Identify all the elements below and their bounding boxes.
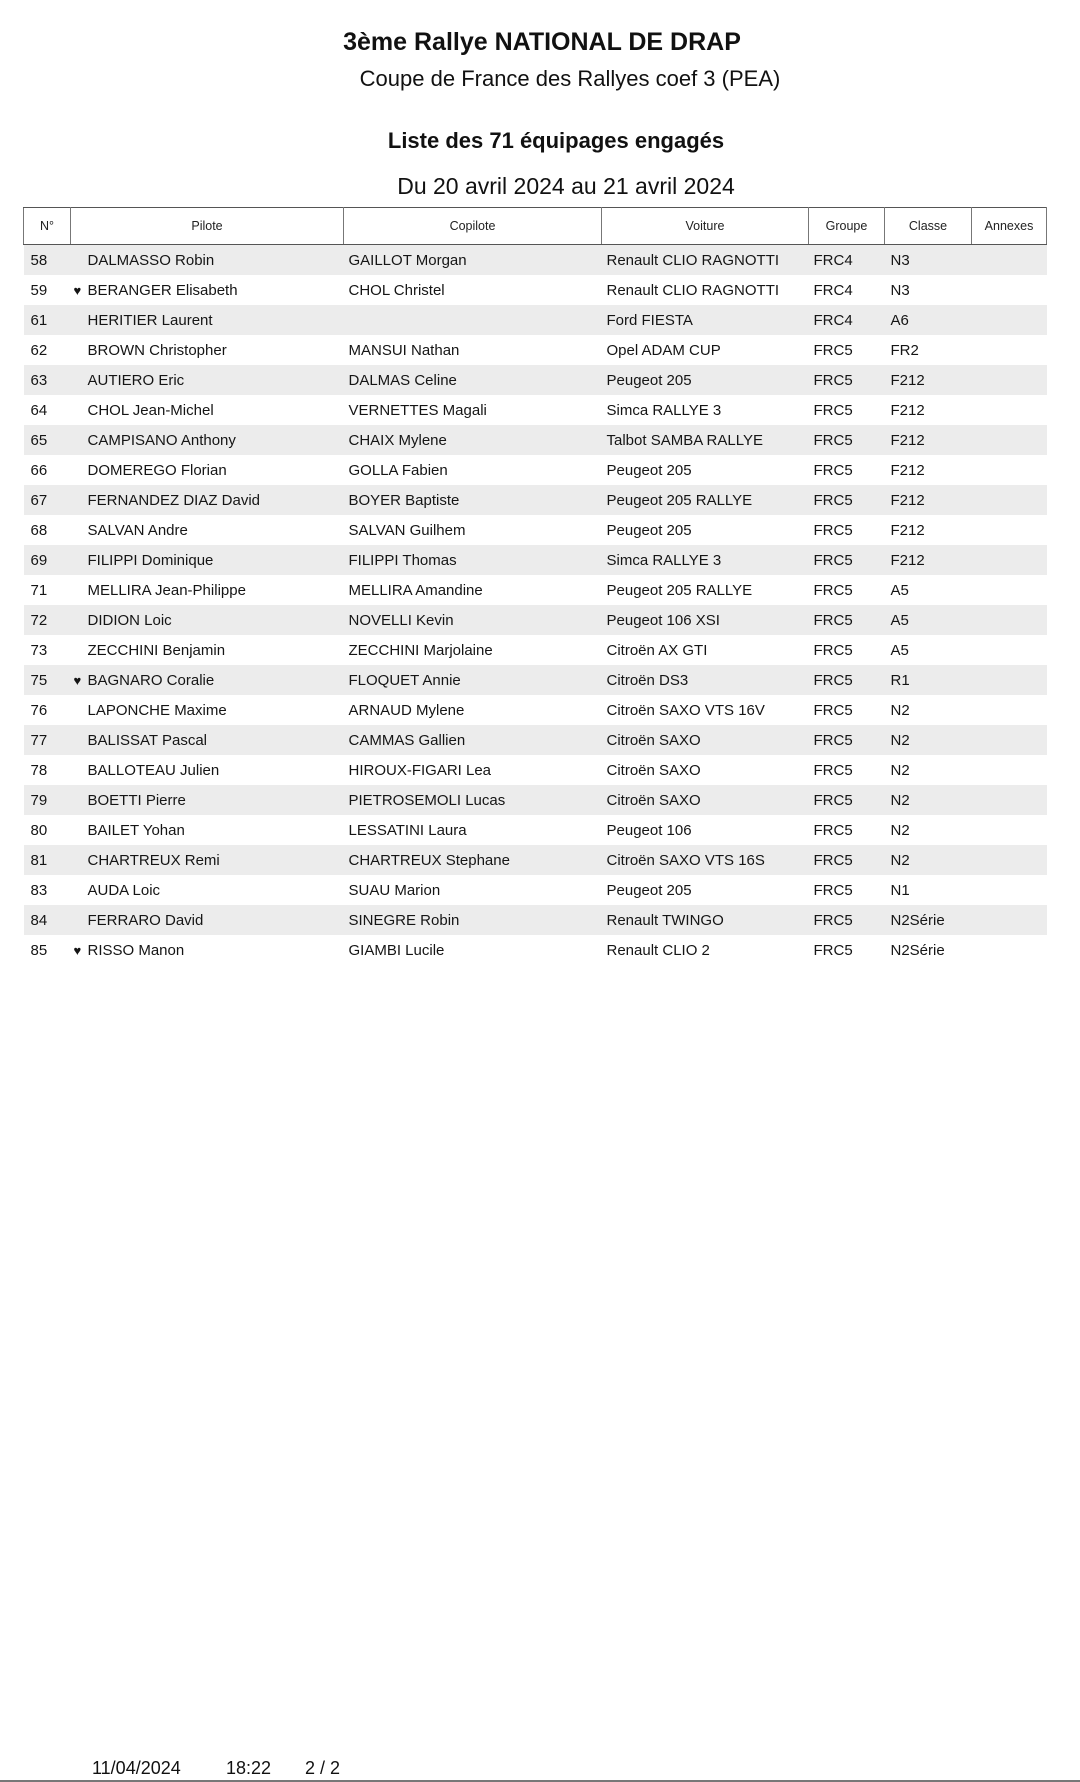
pilote-name: DIDION Loic [87, 611, 172, 629]
cell-classe: N2 [885, 815, 972, 845]
cell-pilote [71, 845, 344, 875]
col-header-annexes: Annexes [972, 208, 1047, 245]
cell-groupe: FRC5 [809, 575, 885, 605]
document-title: 3ème Rallye NATIONAL DE DRAP [343, 28, 741, 56]
cell-number: 85 [24, 935, 71, 965]
col-header-groupe: Groupe [809, 208, 885, 245]
cell-pilote [71, 695, 344, 725]
cell-classe: A5 [885, 575, 972, 605]
date-range: Du 20 avril 2024 au 21 avril 2024 [397, 173, 735, 199]
pilote-name: BALLOTEAU Julien [87, 761, 220, 779]
cell-voiture: Citroën SAXO [602, 755, 809, 785]
pilote-name: AUTIERO Eric [87, 371, 185, 389]
cell-number: 67 [24, 485, 71, 515]
cell-copilote: SINEGRE Robin [344, 905, 602, 935]
cell-voiture: Peugeot 205 RALLYE [602, 575, 809, 605]
cell-groupe: FRC5 [809, 875, 885, 905]
cell-classe: N3 [885, 245, 972, 276]
cell-copilote [344, 305, 602, 335]
cell-annexes [972, 635, 1047, 665]
cell-pilote [71, 785, 344, 815]
table-row [24, 935, 1047, 965]
cell-groupe: FRC5 [809, 455, 885, 485]
cell-pilote [71, 485, 344, 515]
table-row [24, 275, 1047, 305]
cell-voiture: Ford FIESTA [602, 305, 809, 335]
cell-pilote [71, 515, 344, 545]
pilote-name: CHOL Jean-Michel [87, 401, 214, 419]
table-row [24, 515, 1047, 545]
cell-annexes [972, 545, 1047, 575]
pilote-name: FERRARO David [87, 911, 204, 929]
pilote-name: HERITIER Laurent [87, 311, 213, 329]
cell-annexes [972, 305, 1047, 335]
cell-pilote [71, 305, 344, 335]
cell-classe: N2 [885, 845, 972, 875]
table-row [24, 575, 1047, 605]
cell-number: 84 [24, 905, 71, 935]
pilote-name: BAILET Yohan [87, 821, 185, 839]
cell-copilote: MANSUI Nathan [344, 335, 602, 365]
cell-number: 69 [24, 545, 71, 575]
cell-annexes [972, 365, 1047, 395]
cell-voiture: Peugeot 205 [602, 875, 809, 905]
entries-table [23, 207, 1047, 965]
cell-number: 59 [24, 275, 71, 305]
table-row [24, 545, 1047, 575]
cell-number: 65 [24, 425, 71, 455]
pilote-name: AUDA Loic [87, 881, 161, 899]
pilote-name: BERANGER Elisabeth [87, 281, 238, 299]
col-header-copilote: Copilote [344, 208, 602, 245]
col-header-pilote: Pilote [71, 208, 344, 245]
cell-number: 81 [24, 845, 71, 875]
pilote-name: DOMEREGO Florian [87, 461, 227, 479]
cell-voiture: Renault TWINGO [602, 905, 809, 935]
table-header-row [24, 208, 1047, 245]
cell-classe: N3 [885, 275, 972, 305]
cell-number: 68 [24, 515, 71, 545]
cell-groupe: FRC5 [809, 725, 885, 755]
cell-annexes [972, 695, 1047, 725]
cell-classe: A5 [885, 635, 972, 665]
col-header-classe: Classe [885, 208, 972, 245]
cell-voiture: Peugeot 205 [602, 365, 809, 395]
cell-voiture: Simca RALLYE 3 [602, 395, 809, 425]
cell-number: 62 [24, 335, 71, 365]
cell-number: 78 [24, 755, 71, 785]
cell-voiture: Peugeot 205 [602, 455, 809, 485]
cell-copilote: SUAU Marion [344, 875, 602, 905]
pilote-name: FILIPPI Dominique [87, 551, 214, 569]
cell-pilote [71, 725, 344, 755]
cell-copilote: CHAIX Mylene [344, 425, 602, 455]
cell-copilote: FILIPPI Thomas [344, 545, 602, 575]
cell-pilote [71, 905, 344, 935]
table-row [24, 635, 1047, 665]
pilote-name: FERNANDEZ DIAZ David [87, 491, 261, 509]
table-row [24, 725, 1047, 755]
cell-annexes [972, 575, 1047, 605]
cell-copilote: PIETROSEMOLI Lucas [344, 785, 602, 815]
pilote-name: RISSO Manon [87, 941, 185, 959]
cell-copilote: CAMMAS Gallien [344, 725, 602, 755]
cell-annexes [972, 275, 1047, 305]
cell-groupe: FRC5 [809, 755, 885, 785]
cell-groupe: FRC5 [809, 365, 885, 395]
cell-number: 61 [24, 305, 71, 335]
document-subtitle: Coupe de France des Rallyes coef 3 (PEA) [359, 66, 781, 91]
cell-annexes [972, 725, 1047, 755]
cell-voiture: Citroën SAXO [602, 725, 809, 755]
pilote-name: SALVAN Andre [87, 521, 188, 539]
cell-copilote: DALMAS Celine [344, 365, 602, 395]
cell-number: 73 [24, 635, 71, 665]
cell-classe: N1 [885, 875, 972, 905]
cell-annexes [972, 425, 1047, 455]
cell-copilote: VERNETTES Magali [344, 395, 602, 425]
cell-pilote [71, 245, 344, 276]
cell-annexes [972, 335, 1047, 365]
cell-classe: N2 [885, 725, 972, 755]
cell-voiture: Opel ADAM CUP [602, 335, 809, 365]
cell-annexes [972, 905, 1047, 935]
cell-groupe: FRC4 [809, 305, 885, 335]
cell-classe: N2 [885, 755, 972, 785]
cell-pilote [71, 545, 344, 575]
cell-annexes [972, 875, 1047, 905]
cell-classe: F212 [885, 425, 972, 455]
cell-number: 83 [24, 875, 71, 905]
cell-annexes [972, 785, 1047, 815]
table-row [24, 875, 1047, 905]
cell-number: 72 [24, 605, 71, 635]
cell-classe: FR2 [885, 335, 972, 365]
cell-annexes [972, 395, 1047, 425]
cell-groupe: FRC5 [809, 635, 885, 665]
cell-annexes [972, 815, 1047, 845]
cell-pilote [71, 335, 344, 365]
table-row [24, 455, 1047, 485]
cell-classe: N2Série [885, 935, 972, 965]
cell-copilote: ARNAUD Mylene [344, 695, 602, 725]
cell-number: 66 [24, 455, 71, 485]
cell-classe: F212 [885, 515, 972, 545]
table-row [24, 785, 1047, 815]
cell-pilote [71, 365, 344, 395]
table-row [24, 845, 1047, 875]
cell-voiture: Citroën DS3 [602, 665, 809, 695]
cell-voiture: Talbot SAMBA RALLYE [602, 425, 809, 455]
cell-classe: F212 [885, 455, 972, 485]
cell-groupe: FRC5 [809, 425, 885, 455]
cell-copilote: GOLLA Fabien [344, 455, 602, 485]
cell-classe: F212 [885, 545, 972, 575]
cell-annexes [972, 665, 1047, 695]
list-title: Liste des 71 équipages engagés [387, 128, 725, 153]
cell-pilote [71, 575, 344, 605]
cell-annexes [972, 515, 1047, 545]
cell-groupe: FRC5 [809, 845, 885, 875]
cell-groupe: FRC4 [809, 245, 885, 276]
cell-annexes [972, 485, 1047, 515]
cell-voiture: Citroën SAXO VTS 16S [602, 845, 809, 875]
cell-number: 71 [24, 575, 71, 605]
table-row [24, 605, 1047, 635]
cell-number: 79 [24, 785, 71, 815]
cell-copilote: ZECCHINI Marjolaine [344, 635, 602, 665]
table-row [24, 755, 1047, 785]
cell-copilote: CHOL Christel [344, 275, 602, 305]
cell-annexes [972, 245, 1047, 276]
cell-copilote: SALVAN Guilhem [344, 515, 602, 545]
cell-classe: N2Série [885, 905, 972, 935]
cell-copilote: FLOQUET Annie [344, 665, 602, 695]
cell-copilote: GAILLOT Morgan [344, 245, 602, 276]
page-number: 2 / 2 [305, 1758, 341, 1778]
table-row [24, 305, 1047, 335]
cell-copilote: HIROUX-FIGARI Lea [344, 755, 602, 785]
cell-groupe: FRC5 [809, 785, 885, 815]
pilote-name: CHARTREUX Remi [87, 851, 220, 869]
cell-classe: A5 [885, 605, 972, 635]
cell-classe: F212 [885, 395, 972, 425]
cell-voiture: Renault CLIO 2 [602, 935, 809, 965]
cell-classe: A6 [885, 305, 972, 335]
pilote-name: MELLIRA Jean-Philippe [87, 581, 246, 599]
pilote-name: BROWN Christopher [87, 341, 227, 359]
table-row [24, 485, 1047, 515]
cell-number: 80 [24, 815, 71, 845]
cell-voiture: Peugeot 205 [602, 515, 809, 545]
print-time: 18:22 [226, 1758, 272, 1778]
cell-voiture: Renault CLIO RAGNOTTI [602, 275, 809, 305]
cell-copilote: BOYER Baptiste [344, 485, 602, 515]
table-row [24, 905, 1047, 935]
cell-pilote [71, 395, 344, 425]
pilote-name: BALISSAT Pascal [87, 731, 208, 749]
cell-pilote [71, 875, 344, 905]
cell-number: 76 [24, 695, 71, 725]
cell-groupe: FRC5 [809, 545, 885, 575]
cell-copilote: MELLIRA Amandine [344, 575, 602, 605]
pilote-name: DALMASSO Robin [87, 251, 215, 269]
cell-voiture: Citroën SAXO [602, 785, 809, 815]
cell-pilote [71, 635, 344, 665]
heart-icon: ♥ [73, 942, 82, 958]
pilote-name: ZECCHINI Benjamin [87, 641, 226, 659]
cell-pilote [71, 605, 344, 635]
cell-annexes [972, 755, 1047, 785]
cell-classe: N2 [885, 695, 972, 725]
table-row [24, 365, 1047, 395]
cell-voiture: Simca RALLYE 3 [602, 545, 809, 575]
cell-voiture: Peugeot 106 XSI [602, 605, 809, 635]
table-row [24, 425, 1047, 455]
cell-groupe: FRC5 [809, 485, 885, 515]
cell-groupe: FRC4 [809, 275, 885, 305]
table-row [24, 665, 1047, 695]
cell-classe: F212 [885, 485, 972, 515]
cell-annexes [972, 935, 1047, 965]
cell-classe: R1 [885, 665, 972, 695]
cell-pilote [71, 455, 344, 485]
col-header-number: N° [24, 208, 71, 245]
table-row [24, 395, 1047, 425]
cell-annexes [972, 845, 1047, 875]
cell-groupe: FRC5 [809, 905, 885, 935]
cell-groupe: FRC5 [809, 395, 885, 425]
cell-annexes [972, 455, 1047, 485]
table-row [24, 335, 1047, 365]
cell-number: 75 [24, 665, 71, 695]
cell-classe: N2 [885, 785, 972, 815]
cell-voiture: Citroën AX GTI [602, 635, 809, 665]
cell-pilote [71, 815, 344, 845]
pilote-name: LAPONCHE Maxime [87, 701, 227, 719]
cell-number: 58 [24, 245, 71, 276]
cell-voiture: Citroën SAXO VTS 16V [602, 695, 809, 725]
pilote-name: BOETTI Pierre [87, 791, 186, 809]
cell-voiture: Peugeot 205 RALLYE [602, 485, 809, 515]
table-row [24, 245, 1047, 276]
cell-copilote: GIAMBI Lucile [344, 935, 602, 965]
cell-classe: F212 [885, 365, 972, 395]
cell-voiture: Peugeot 106 [602, 815, 809, 845]
cell-pilote [71, 665, 344, 695]
cell-voiture: Renault CLIO RAGNOTTI [602, 245, 809, 276]
cell-groupe: FRC5 [809, 515, 885, 545]
entries-body [24, 245, 1047, 966]
pilote-name: BAGNARO Coralie [87, 671, 215, 689]
heart-icon: ♥ [73, 672, 82, 688]
heart-icon: ♥ [73, 282, 82, 298]
cell-groupe: FRC5 [809, 935, 885, 965]
cell-groupe: FRC5 [809, 665, 885, 695]
cell-pilote [71, 755, 344, 785]
cell-pilote [71, 425, 344, 455]
cell-copilote: CHARTREUX Stephane [344, 845, 602, 875]
table-row [24, 695, 1047, 725]
cell-groupe: FRC5 [809, 695, 885, 725]
cell-number: 77 [24, 725, 71, 755]
cell-pilote [71, 275, 344, 305]
table-row [24, 815, 1047, 845]
cell-copilote: LESSATINI Laura [344, 815, 602, 845]
cell-number: 64 [24, 395, 71, 425]
cell-copilote: NOVELLI Kevin [344, 605, 602, 635]
cell-groupe: FRC5 [809, 605, 885, 635]
cell-number: 63 [24, 365, 71, 395]
cell-groupe: FRC5 [809, 335, 885, 365]
col-header-voiture: Voiture [602, 208, 809, 245]
cell-annexes [972, 605, 1047, 635]
cell-pilote [71, 935, 344, 965]
cell-groupe: FRC5 [809, 815, 885, 845]
pilote-name: CAMPISANO Anthony [87, 431, 236, 449]
print-date: 11/04/2024 [92, 1758, 181, 1778]
